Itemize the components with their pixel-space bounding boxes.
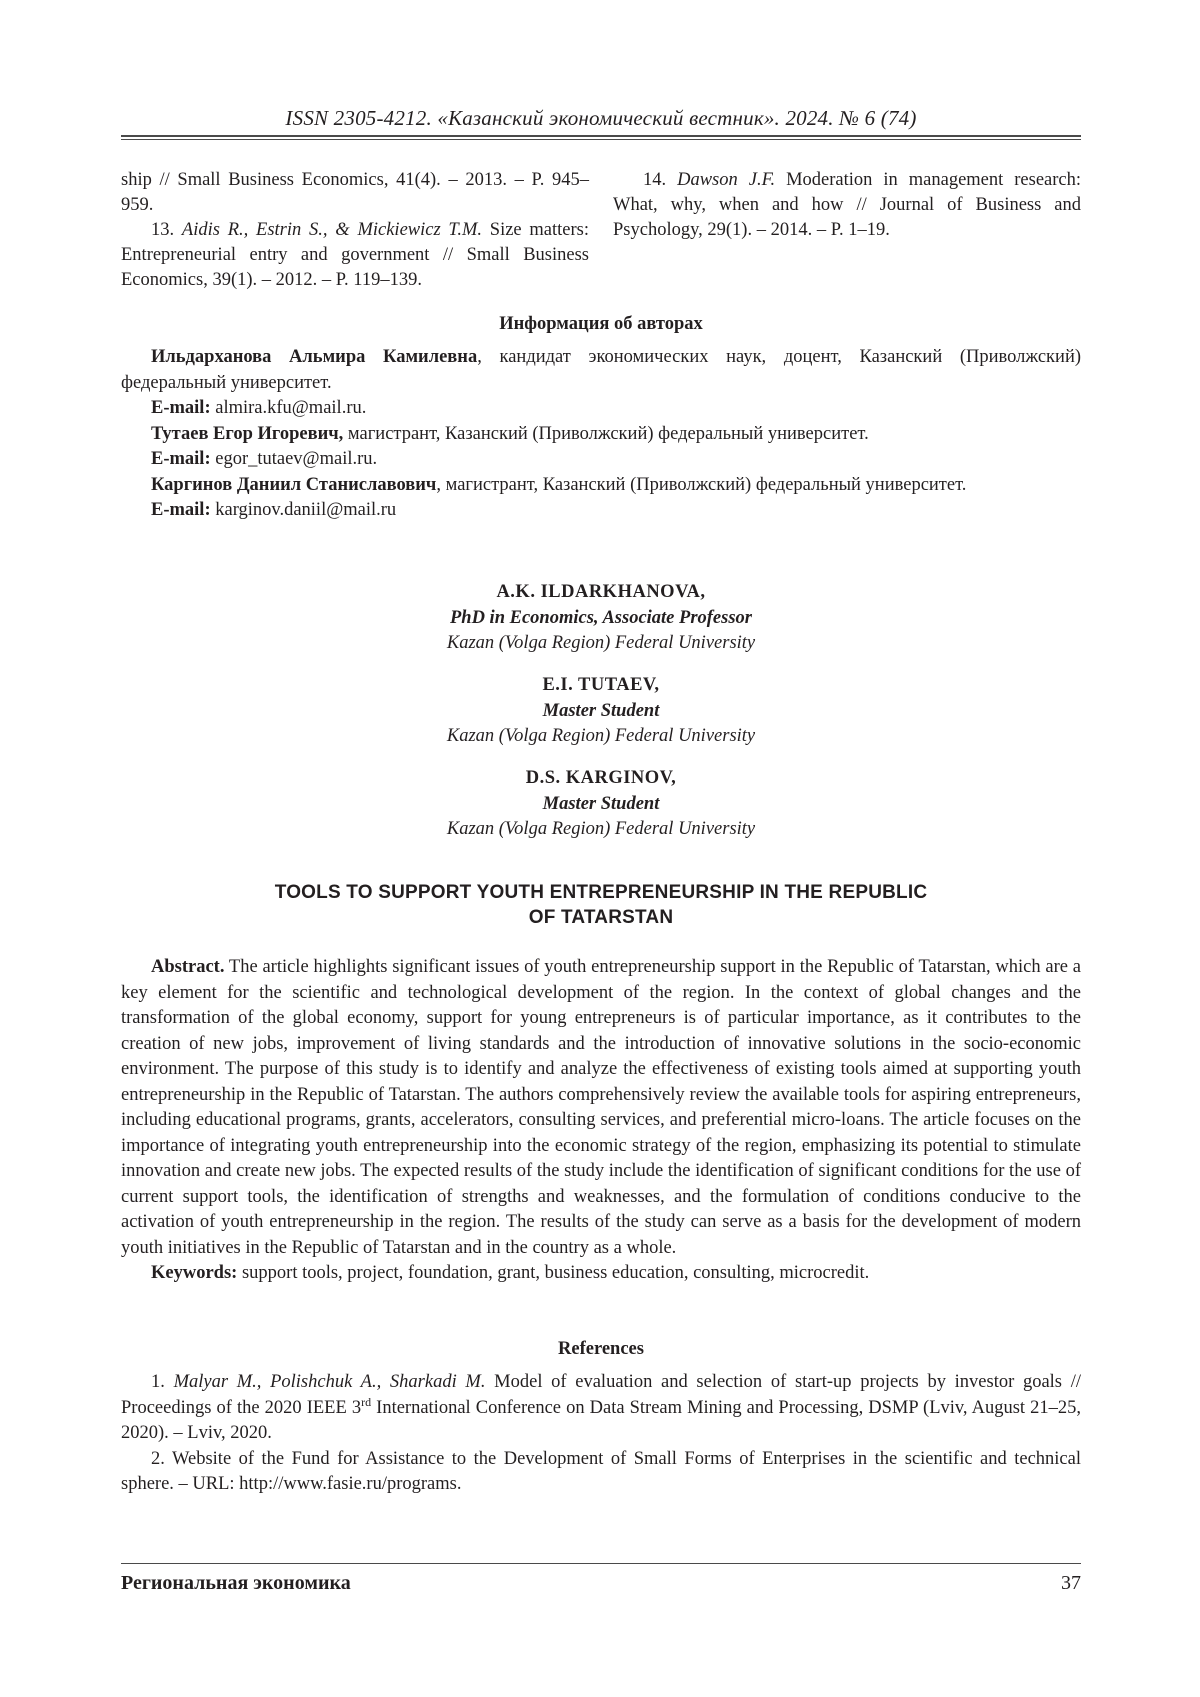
author-3-email: E-mail: karginov.daniil@mail.ru	[151, 500, 397, 520]
references-left-column	[121, 168, 589, 293]
article-title-en: TOOLS TO SUPPORT YOUTH ENTREPRENEURSHIP IN THE REPUBLIC OF TATARSTAN	[274, 882, 928, 928]
running-header: ISSN 2305-4212. «Казанский экономический вестник». 2024. № 6 (74)	[285, 106, 917, 130]
footer-rule	[121, 1563, 1081, 1564]
keywords: Keywords: support tools, project, foundation, grant, business education, consulting, microcredit.	[151, 1263, 870, 1283]
author-1-info: Ильдарханова Альмира Камилевна, кандидат экономических наук, доцент, Казанский (Приволжский) федеральный университет.	[121, 347, 1082, 393]
footer-section-title: Региональная экономика	[121, 1572, 351, 1594]
abstract-block	[121, 955, 1081, 1287]
author-en-2: E.I. TUTAEV, Master Student Kazan (Volga Region) Federal University	[446, 675, 756, 746]
author-en-1: A.K. ILDARKHANOVA, PhD in Economics, Associate Professor Kazan (Volga Region) Federal University	[446, 582, 756, 653]
header-rule-thick	[121, 135, 1081, 137]
abstract-text: Abstract. The article highlights significant issues of youth entrepreneurship support in the Republic of Tatarstan, which are a key element for the scientific and technological development of the region. In the context of global changes and the transformation of the global economy, support for young entrepreneurs is of particular importance, as it contributes to the creation of new jobs, improvement of living standards and the introduction of innovative solutions in the socio-economic environment. The purpose of this study is to identify and analyze the effectiveness of existing tools aimed at supporting youth entrepreneurship in the Republic of Tatarstan. The authors comprehensively review the available tools for aspiring entrepreneurs, including educational programs, grants, accelerators, consulting services, and preferential micro-loans. The article focuses on the importance of integrating youth entrepreneurship into the economic strategy of the region, emphasizing its potential to stimulate innovation and create new jobs. The expected results of the study include the identification of significant conditions for the use of current support tools, the identification of strengths and weaknesses, and the formulation of conditions conducive to the activation of youth entrepreneurship in the region. The results of the study can serve as a basis for the development of modern youth initiatives in the Republic of Tatarstan and in the country as a whole.	[121, 957, 1081, 1258]
reference-2: 2. Website of the Fund for Assistance to the Development of Small Forms of Enterprises in the scientific and technical sphere. – URL: http://www.fasie.ru/programs.	[121, 1448, 1081, 1494]
reference-1: 1. Malyar M., Polishchuk A., Sharkadi M. Model of evaluation and selection of start-up projects by investor goals // Proceedings of the 2020 IEEE 3rd International Conference on Data Stream Mining and Processing, DSMP (Lviv, August 21–25, 2020). – Lviv, 2020.	[121, 1372, 1081, 1443]
page-number: 37	[1061, 1572, 1081, 1594]
references-right-column	[613, 168, 1081, 243]
author-en-3: D.S. KARGINOV, Master Student Kazan (Volga Region) Federal University	[446, 768, 756, 839]
header-rule-thin	[121, 139, 1081, 140]
reference-14: 14. Dawson J.F. Moderation in management research: What, why, when and how // Journal of Business and Psychology, 29(1). – 2014. – P. 1–19.	[613, 170, 1082, 240]
reference-13: 13. Aidis R., Estrin S., & Mickiewicz T.M. Size matters: Entrepreneurial entry and government // Small Business Economics, 39(1). – 2012. – P. 119–139.	[121, 220, 589, 290]
author-2-email: E-mail: egor_tutaev@mail.ru.	[151, 449, 378, 469]
authors-info-heading: Информация об авторах	[499, 314, 703, 334]
references-heading: References	[558, 1339, 644, 1359]
references-block	[121, 1370, 1081, 1498]
author-3-info: Каргинов Даниил Станиславович, магистрант, Казанский (Приволжский) федеральный университет.	[151, 474, 967, 495]
author-1-email: E-mail: almira.kfu@mail.ru.	[151, 398, 367, 418]
author-2-info: Тутаев Егор Игоревич, магистрант, Казанский (Приволжский) федеральный университет.	[151, 423, 869, 444]
reference-12-continuation: ship // Small Business Economics, 41(4). – 2013. – P. 945–959.	[121, 170, 589, 215]
authors-info-block	[121, 345, 1081, 524]
